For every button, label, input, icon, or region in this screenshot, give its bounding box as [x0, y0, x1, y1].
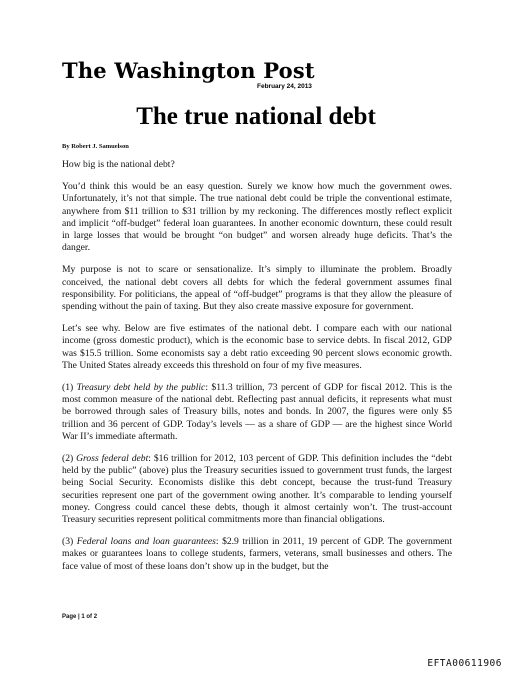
- item-text: : $2.9 trillion in 2011, 19 percent of GDP. The government makes or guarantees loans to college students, farmers, veterans, small businesses and others. The face value of most of these loans don’t show up in the budget, but the: [62, 536, 452, 572]
- paragraph-2: You’d think this would be an easy question. Surely we know how much the government owes. Unfortunately, it’s not that simple. The true national debt could be triple the conventional estimate, anywhere from $11 trillion to $31 trillion by my reckoning. The differences mostly reflect explicit and implicit “off-budget” federal loan guarantees. In another economic downturn, these could result in large losses that would be brought “on budget” and worsen already huge deficits. That’s the danger.: [62, 181, 452, 254]
- article-date: February 24, 2013: [257, 83, 312, 90]
- item-number: (1): [62, 382, 77, 394]
- item-term: Federal loans and loan guarantees: [76, 536, 216, 548]
- item-text: : $16 trillion for 2012, 103 percent of GDP. This definition includes the “debt held by the public” (above) plus the Treasury securities issued to government trust funds, the largest being Social Security. Economists dislike this debt concept, because the trust-fund Treasury securities represent one part of the government owing another. It’s comparable to lending yourself money. Congress could cancel these debts, though it almost certainly won’t. The trust-account Treasury securities represent political commitments more than financial obligations.: [62, 453, 453, 526]
- paragraph-7: [62, 536, 452, 573]
- paragraph-1: How big is the national debt?: [62, 159, 175, 170]
- paragraph-3: My purpose is not to scare or sensationalize. It’s simply to illuminate the problem. Broadly conceived, the national debt covers all debts for which the federal government assumes final responsibility. For politicians, the appeal of “off-budget” programs is that they allow the pleasure of spending without the pain of taxing. But they also create massive exposure for government.: [62, 264, 452, 313]
- page-footer: Page | 1 of 2: [62, 614, 98, 620]
- paragraph-4: Let’s see why. Below are five estimates of the national debt. I compare each with our national income (gross domestic product), which is the economic base to service debts. In fiscal 2012, GDP was $15.5 trillion. Some economists say a debt ratio exceeding 90 percent slows economic growth. The United States already exceeds this threshold on four of my five measures.: [62, 323, 452, 371]
- item-term: Treasury debt held by the public: [76, 382, 206, 394]
- item-number: (2): [62, 453, 77, 465]
- item-number: (3): [62, 536, 77, 548]
- paragraph-6: [62, 453, 452, 526]
- document-id: EFTA00611906: [427, 658, 502, 669]
- masthead-logo: The Washington Post: [62, 58, 315, 83]
- item-term: Gross federal debt: [76, 453, 149, 465]
- article-body: [62, 159, 452, 583]
- item-text: : $11.3 trillion, 73 percent of GDP for fiscal 2012. This is the most common measure of the national debt. Reflecting past annual deficits, it represents what must be borrowed through sales of Treasury bills, notes and bonds. In 2007, the figures were only $5 trillion and 36 percent of GDP. Today’s levels — as a share of GDP — are the highest since World War II’s immediate aftermath.: [62, 382, 453, 442]
- byline: By Robert J. Samuelson: [62, 143, 129, 150]
- paragraph-5: [62, 382, 452, 443]
- headline: The true national debt: [136, 103, 376, 130]
